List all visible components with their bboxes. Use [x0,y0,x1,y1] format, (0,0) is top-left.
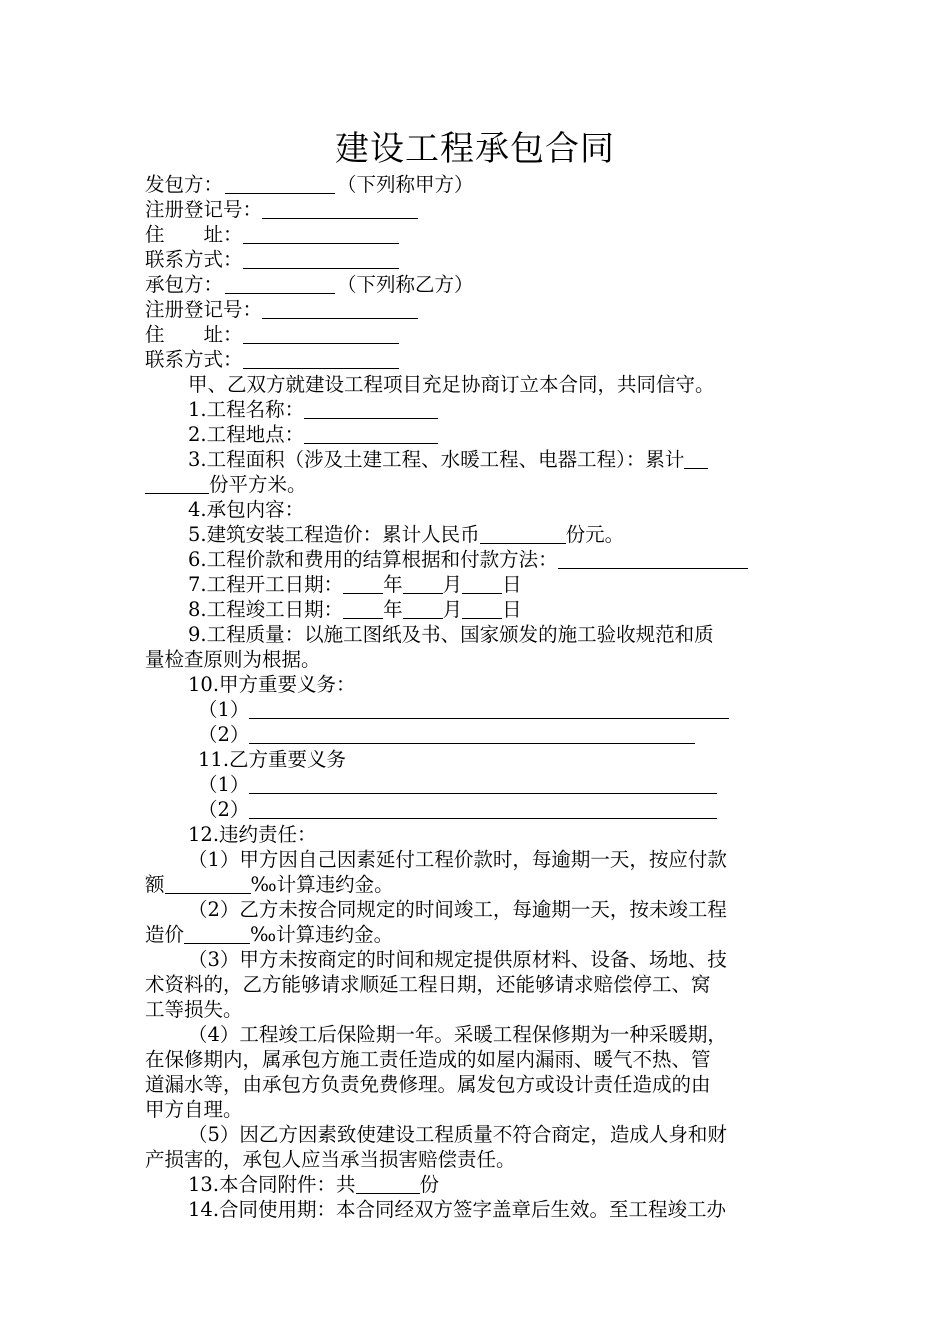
party-a-blank[interactable] [225,173,335,194]
cost-blank[interactable] [480,523,566,544]
penalty-2-cont: 造价 ‰计算违约金。 [145,923,394,946]
project-location-blank[interactable] [304,423,438,444]
clause-10-item-2: （2） [145,722,805,747]
penalty-3-cont-1: 术资料的，乙方能够请求顺延工程日期，还能够请求赔偿停工、窝 [145,973,711,996]
party-a-contact-line: 联系方式： [145,247,805,272]
end-year-blank[interactable] [343,598,383,619]
area-blank-b[interactable] [145,473,209,494]
clause-9-cont: 量检查原则为根据。 [145,648,321,671]
clause-12: 12.违约责任： [188,823,317,846]
clause-11: 11.乙方重要义务 [198,748,347,771]
penalty-4: （4）工程竣工后保险期一年。采暖工程保修期为一种采暖期， [188,1023,727,1046]
contract-body [145,172,805,1222]
party-b-duty-1-blank[interactable] [249,773,717,794]
start-month-blank[interactable] [403,573,443,594]
party-a-addr-blank[interactable] [243,223,399,244]
party-a-reg-line: 注册登记号： [145,197,805,222]
project-name-blank[interactable] [304,398,438,419]
party-a-contact-blank[interactable] [243,248,399,269]
clause-10: 10.甲方重要义务： [188,673,356,696]
party-b-contact-line: 联系方式： [145,347,805,372]
party-a-reg-blank[interactable] [262,198,418,219]
party-b-line: 承包方： （下列称乙方） [145,273,474,296]
clause-2: 2.工程地点： [145,422,805,447]
penalty-4-cont-2: 道漏水等，由承包方负责免费修理。属发包方或设计责任造成的由 [145,1073,711,1096]
penalty-5-cont: 产损害的，承包人应当承当损害赔偿责任。 [145,1148,516,1171]
attachment-count-blank[interactable] [356,1173,420,1194]
intro-paragraph: 甲、乙双方就建设工程项目充足协商订立本合同，共同信守。 [188,373,715,396]
penalty-3: （3）甲方未按商定的时间和规定提供原材料、设备、场地、技 [188,948,727,971]
penalty-3-cont-2: 工等损失。 [145,998,243,1021]
party-b-contact-blank[interactable] [243,348,399,369]
settlement-blank[interactable] [558,548,748,569]
penalty-4-cont-1: 在保修期内，属承包方施工责任造成的如屋内漏雨、暖气不热、管 [145,1048,711,1071]
party-a-duty-2-blank[interactable] [249,723,695,744]
clause-13: 13.本合同附件：共 份 [188,1173,440,1196]
clause-6: 6.工程价款和费用的结算根据和付款方法： [145,547,805,572]
clause-8: 8.工程竣工日期： 年 月 日 [188,598,522,621]
penalty-4-cont-3: 甲方自理。 [145,1098,243,1121]
party-a-addr-line: 住 址： [145,222,805,247]
document-title: 建设工程承包合同 [335,129,615,169]
clause-3-cont: 份平方米。 [145,472,805,497]
party-b-duty-2-blank[interactable] [249,798,717,819]
penalty-1-rate-blank[interactable] [165,873,251,894]
clause-5: 5.建筑安装工程造价：累计人民币 份元。 [188,523,625,546]
clause-4: 4.承包内容： [188,498,305,521]
clause-11-item-2: （2） [145,797,805,822]
penalty-2-rate-blank[interactable] [184,923,250,944]
start-day-blank[interactable] [462,573,502,594]
party-b-blank[interactable] [225,273,335,294]
clause-7: 7.工程开工日期： 年 月 日 [188,573,522,596]
party-a-duty-1-blank[interactable] [249,698,729,719]
clause-1: 1.工程名称： [145,397,805,422]
clause-11-item-1: （1） [145,772,805,797]
party-b-addr-line: 住 址： [145,322,805,347]
penalty-2: （2）乙方未按合同规定的时间竣工，每逾期一天，按未竣工程 [188,898,727,921]
penalty-5: （5）因乙方因素致使建设工程质量不符合商定，造成人身和财 [188,1123,727,1146]
clause-3: 3.工程面积（涉及土建工程、水暖工程、电器工程）：累计 [145,447,805,472]
party-b-addr-blank[interactable] [243,323,399,344]
clause-14: 14.合同使用期：本合同经双方签字盖章后生效。至工程竣工办 [188,1198,727,1221]
party-a-line: 发包方： （下列称甲方） [145,173,474,196]
end-month-blank[interactable] [403,598,443,619]
clause-10-item-1: （1） [145,697,805,722]
party-b-reg-line: 注册登记号： [145,297,805,322]
start-year-blank[interactable] [343,573,383,594]
area-blank-a[interactable] [684,448,708,469]
clause-9: 9.工程质量：以施工图纸及书、国家颁发的施工验收规范和质 [188,623,714,646]
penalty-1-cont: 额 ‰计算违约金。 [145,873,394,896]
end-day-blank[interactable] [462,598,502,619]
penalty-1: （1）甲方因自己因素延付工程价款时，每逾期一天，按应付款 [188,848,727,871]
party-b-reg-blank[interactable] [262,298,418,319]
